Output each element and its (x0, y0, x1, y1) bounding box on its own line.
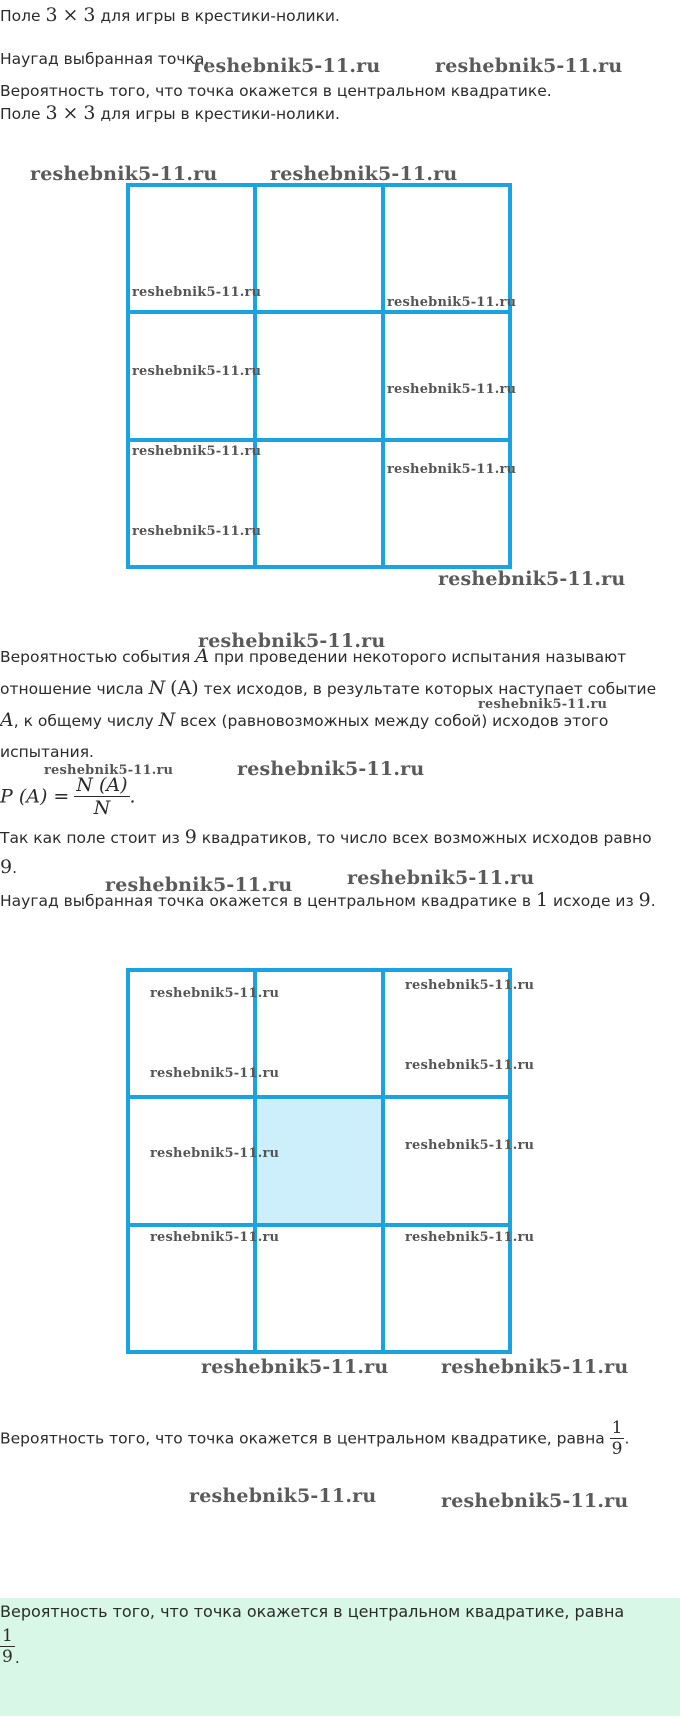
watermark: reshebnik5-11.ru (189, 1485, 377, 1507)
definition-line-3: A, к общему числу N всех (равновозможных между собой) исходов этого (0, 709, 609, 731)
problem-line-2: Наугад выбранная точка. (0, 50, 210, 68)
answer-fraction: $\frac{1}{9}$ . (2, 1626, 20, 1667)
watermark: reshebnik5-11.ru (405, 1230, 535, 1245)
watermark: reshebnik5-11.ru (405, 978, 535, 993)
watermark: reshebnik5-11.ru (132, 364, 262, 379)
watermark: reshebnik5-11.ru (132, 285, 262, 300)
watermark: reshebnik5-11.ru (44, 763, 174, 778)
watermark: reshebnik5-11.ru (347, 867, 535, 889)
problem-line-1: Поле 3 × 3 для игры в крестики-нолики. (0, 4, 340, 26)
watermark: reshebnik5-11.ru (435, 55, 623, 77)
watermark: reshebnik5-11.ru (30, 163, 218, 185)
formula-fraction: $\frac{N (A)}{N}$ (76, 774, 128, 819)
solution-line-1: Так как поле стоит из 9 квадратиков, то число всех возможных исходов равно (0, 826, 652, 848)
probability-formula: P (A) = $\frac{N (A)}{N}$ . (0, 774, 136, 819)
watermark: reshebnik5-11.ru (201, 1356, 389, 1378)
watermark: reshebnik5-11.ru (387, 382, 517, 397)
watermark: reshebnik5-11.ru (441, 1490, 629, 1512)
grid-2 (128, 970, 510, 1352)
watermark: reshebnik5-11.ru (270, 163, 458, 185)
watermark: reshebnik5-11.ru (198, 630, 386, 652)
watermark: reshebnik5-11.ru (478, 697, 608, 712)
watermark: reshebnik5-11.ru (150, 1066, 280, 1081)
watermark: reshebnik5-11.ru (150, 1230, 280, 1245)
watermark: reshebnik5-11.ru (150, 1146, 280, 1161)
result-fraction: $\frac{1}{9}$ (611, 1418, 623, 1459)
watermark: reshebnik5-11.ru (387, 462, 517, 477)
solution-line-3: Наугад выбранная точка окажется в центральном квадратике в 1 исходе из 9. (0, 889, 656, 911)
watermark: reshebnik5-11.ru (237, 758, 425, 780)
central-cell-highlight (255, 1097, 383, 1225)
watermark: reshebnik5-11.ru (193, 55, 381, 77)
watermark: reshebnik5-11.ru (132, 444, 262, 459)
definition-line-1: Вероятностью события A при проведении некоторого испытания называют (0, 645, 627, 667)
definition-line-2: отношение числа N (A) тех исходов, в результате которых наступает событие (0, 677, 657, 699)
answer-box (0, 1598, 680, 1716)
answer-text: Вероятность того, что точка окажется в центральном квадратике, равна (0, 1602, 625, 1621)
watermark: reshebnik5-11.ru (150, 986, 280, 1001)
watermark: reshebnik5-11.ru (387, 295, 517, 310)
definition-line-4: испытания. (0, 743, 94, 761)
watermark: reshebnik5-11.ru (405, 1138, 535, 1153)
watermark: reshebnik5-11.ru (132, 524, 262, 539)
watermark: reshebnik5-11.ru (105, 874, 293, 896)
solution-line-2: 9. (0, 856, 18, 878)
result-line: Вероятность того, что точка окажется в центральном квадратике, равна $\frac{1}{9}$ . (0, 1418, 630, 1459)
watermark: reshebnik5-11.ru (438, 568, 626, 590)
problem-line-4: Поле 3 × 3 для игры в крестики-нолики. (0, 102, 340, 124)
problem-line-3: Вероятность того, что точка окажется в центральном квадратике. (0, 82, 552, 100)
watermark: reshebnik5-11.ru (441, 1356, 629, 1378)
watermark: reshebnik5-11.ru (405, 1058, 535, 1073)
